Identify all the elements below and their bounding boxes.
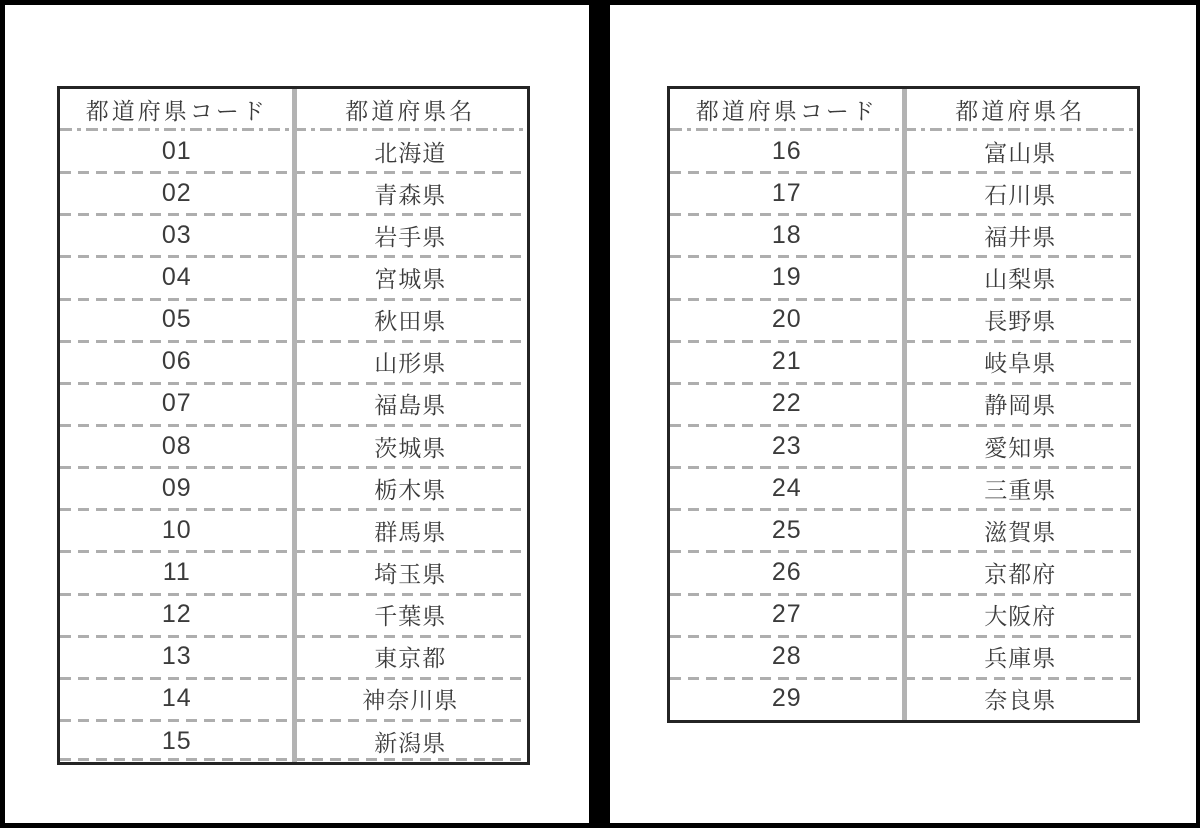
prefecture-code-cell: 28 <box>771 642 802 671</box>
prefecture-code-cell: 17 <box>771 178 802 207</box>
page-2 <box>610 5 1196 823</box>
prefecture-name-cell: 山梨県 <box>984 265 1057 292</box>
prefecture-name-cell: 三重県 <box>984 476 1057 503</box>
prefecture-code-cell: 07 <box>161 389 192 418</box>
prefecture-code-cell: 08 <box>161 431 192 460</box>
column-divider <box>902 89 907 720</box>
prefecture-name-cell: 秋田県 <box>374 308 447 335</box>
prefecture-code-cell: 19 <box>771 262 802 291</box>
prefecture-code-cell: 10 <box>161 515 192 544</box>
prefecture-name-cell: 栃木県 <box>374 476 447 503</box>
prefecture-name-cell: 岩手県 <box>374 223 447 250</box>
prefecture-name-cell: 山形県 <box>374 350 447 377</box>
prefecture-code-cell: 23 <box>771 431 802 460</box>
prefecture-code-cell: 15 <box>161 726 192 755</box>
prefecture-code-cell: 13 <box>161 642 192 671</box>
prefecture-name-cell: 東京都 <box>374 645 447 672</box>
prefecture-name-cell: 神奈川県 <box>362 687 459 714</box>
prefecture-code-cell: 11 <box>162 557 191 586</box>
prefecture-name-cell: 福島県 <box>374 392 447 419</box>
prefecture-code-cell: 21 <box>771 347 802 376</box>
prefecture-name-cell: 滋賀県 <box>984 518 1057 545</box>
prefecture-name-cell: 兵庫県 <box>984 645 1057 672</box>
prefecture-code-cell: 24 <box>771 473 802 502</box>
prefecture-code-cell: 16 <box>771 136 802 165</box>
prefecture-name-cell: 群馬県 <box>374 518 447 545</box>
prefecture-code-cell: 04 <box>161 262 192 291</box>
prefecture-name-cell: 千葉県 <box>374 603 447 630</box>
prefecture-code-cell: 26 <box>771 557 802 586</box>
prefecture-name-cell: 福井県 <box>984 223 1057 250</box>
header-prefecture-code: 都道府県コード <box>695 98 878 124</box>
prefecture-name-cell: 北海道 <box>374 139 447 166</box>
prefecture-table-page2 <box>667 86 1140 723</box>
prefecture-code-cell: 29 <box>771 684 802 713</box>
prefecture-name-cell: 大阪府 <box>984 603 1057 630</box>
prefecture-code-cell: 14 <box>161 684 192 713</box>
prefecture-code-cell: 09 <box>161 473 192 502</box>
prefecture-name-cell: 石川県 <box>984 181 1057 208</box>
page-1 <box>5 5 589 823</box>
prefecture-name-cell: 青森県 <box>374 181 447 208</box>
prefecture-name-cell: 埼玉県 <box>374 560 447 587</box>
header-prefecture-name: 都道府県名 <box>955 98 1086 124</box>
prefecture-code-cell: 18 <box>771 220 802 249</box>
prefecture-name-cell: 長野県 <box>984 308 1057 335</box>
prefecture-code-cell: 01 <box>161 136 192 165</box>
prefecture-name-cell: 新潟県 <box>374 729 447 756</box>
prefecture-name-cell: 京都府 <box>984 560 1057 587</box>
prefecture-table-page1 <box>57 86 530 765</box>
prefecture-name-cell: 愛知県 <box>984 434 1057 461</box>
prefecture-code-cell: 22 <box>771 389 802 418</box>
prefecture-name-cell: 宮城県 <box>374 265 447 292</box>
header-prefecture-code: 都道府県コード <box>85 98 268 124</box>
prefecture-code-cell: 20 <box>771 305 802 334</box>
prefecture-name-cell: 岐阜県 <box>984 350 1057 377</box>
header-prefecture-name: 都道府県名 <box>345 98 476 124</box>
prefecture-name-cell: 茨城県 <box>374 434 447 461</box>
column-divider <box>292 89 297 762</box>
prefecture-name-cell: 奈良県 <box>984 687 1057 714</box>
prefecture-code-cell: 05 <box>161 305 192 334</box>
prefecture-code-cell: 12 <box>161 600 192 629</box>
prefecture-name-cell: 静岡県 <box>984 392 1057 419</box>
prefecture-code-cell: 25 <box>771 515 802 544</box>
prefecture-name-cell: 富山県 <box>984 139 1057 166</box>
prefecture-code-cell: 06 <box>161 347 192 376</box>
prefecture-code-cell: 03 <box>161 220 192 249</box>
prefecture-code-cell: 02 <box>161 178 192 207</box>
prefecture-code-cell: 27 <box>771 600 802 629</box>
